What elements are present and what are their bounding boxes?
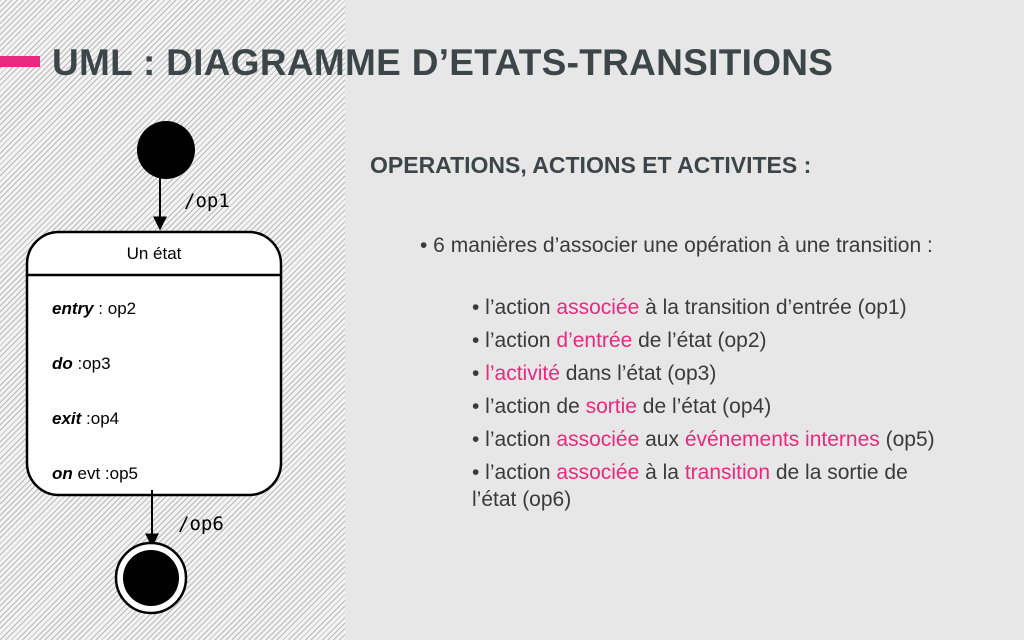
highlight-text: associée xyxy=(556,428,640,451)
state-name: Un état xyxy=(126,244,182,263)
activity-keyword: exit xyxy=(52,409,82,428)
item-text: • xyxy=(472,362,486,385)
item-text: • l’action xyxy=(472,461,557,484)
activity-operation: evt :op5 xyxy=(72,464,138,483)
highlight-text: d’entrée xyxy=(556,329,633,352)
highlight-text: associée xyxy=(556,296,640,319)
item-text: aux xyxy=(639,428,685,451)
operation-item xyxy=(472,459,942,513)
state-activity-on xyxy=(52,464,138,483)
activity-operation: :op3 xyxy=(72,354,111,373)
operation-item xyxy=(472,426,942,453)
activity-keyword: do xyxy=(52,354,73,373)
item-text: de l’état (op4) xyxy=(636,395,772,418)
intro-bullet: • 6 manières d’associer une opération à une transition : xyxy=(420,234,933,257)
operation-item xyxy=(472,327,942,354)
initial-transition-label: /op1 xyxy=(184,190,230,212)
item-text: à la xyxy=(639,461,685,484)
state-diagram xyxy=(0,0,345,640)
item-text: de l’état (op2) xyxy=(632,329,767,352)
item-text: • l’action xyxy=(472,329,557,352)
operation-item xyxy=(472,294,942,321)
slide-title: UML : DIAGRAMME D’ETATS-TRANSITIONS xyxy=(52,42,834,83)
activity-operation: : op2 xyxy=(93,299,137,318)
activity-keyword: on xyxy=(52,464,73,483)
highlight-text: l’activité xyxy=(485,362,560,385)
item-text: • l’action xyxy=(472,428,557,451)
activity-keyword: entry xyxy=(52,299,94,318)
item-text: dans l’état (op3) xyxy=(559,362,717,385)
item-text: à la transition d’entrée (op1) xyxy=(639,296,907,319)
final-transition-label: /op6 xyxy=(178,513,224,535)
state-activity-exit xyxy=(52,409,119,428)
final-state-core xyxy=(123,550,179,606)
state-activity-do xyxy=(52,354,111,373)
highlight-text: sortie xyxy=(585,395,637,418)
section-subtitle: OPERATIONS, ACTIONS ET ACTIVITES : xyxy=(370,152,812,178)
operation-item xyxy=(472,393,942,420)
operation-item xyxy=(472,360,942,387)
state-activity-entry xyxy=(52,299,136,318)
highlight-text: associée xyxy=(556,461,640,484)
item-text: • l’action xyxy=(472,296,557,319)
initial-state-node xyxy=(137,121,195,179)
operations-list xyxy=(472,294,942,519)
item-text: • l’action de xyxy=(472,395,586,418)
highlight-text: transition xyxy=(684,461,771,484)
item-text: (op5) xyxy=(879,428,935,451)
item-text: de la sortie de l’état (op6) xyxy=(472,461,908,511)
activity-operation: :op4 xyxy=(81,409,120,428)
highlight-text: événements internes xyxy=(684,428,880,451)
